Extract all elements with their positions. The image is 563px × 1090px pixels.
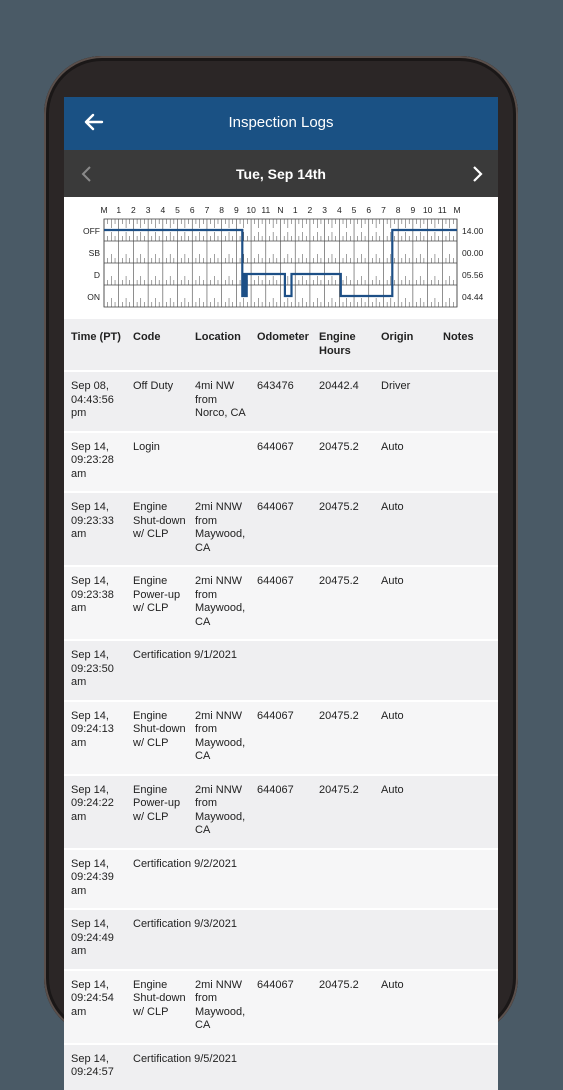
cell-location: 2mi NNW from Maywood, CA xyxy=(195,978,246,1031)
table-row[interactable] xyxy=(64,492,498,566)
hour-label: 5 xyxy=(351,205,357,215)
cell-notes xyxy=(436,775,498,849)
duty-graph-svg xyxy=(64,197,498,319)
chevron-right-icon[interactable] xyxy=(470,164,484,184)
cell-notes xyxy=(436,566,498,640)
table-row[interactable] xyxy=(64,432,498,493)
hour-label: M xyxy=(453,205,461,215)
duty-status-graph xyxy=(64,197,498,319)
table-row[interactable] xyxy=(64,566,498,640)
cell-code: Certification 9/3/2021 xyxy=(133,918,237,930)
hour-label: 6 xyxy=(366,205,372,215)
hour-label: 10 xyxy=(422,205,433,215)
cell-time: Sep 14, 09:23:38 am xyxy=(71,575,114,614)
cell-code: Certification 9/5/2021 xyxy=(133,1052,237,1065)
hour-label: 3 xyxy=(322,205,327,215)
table-header-row xyxy=(64,319,498,371)
log-table xyxy=(64,319,498,1090)
status-label: SB xyxy=(88,248,100,258)
cell-code: Certification 9/2/2021 xyxy=(133,857,237,870)
current-date: Tue, Sep 14th xyxy=(236,166,326,182)
table-row[interactable] xyxy=(64,849,498,910)
hour-label: 4 xyxy=(336,205,342,215)
cell-notes xyxy=(436,970,498,1044)
cell-engine-hours: 20475.2 xyxy=(319,575,359,587)
cell-engine-hours: 20475.2 xyxy=(319,783,359,796)
hour-label: 1 xyxy=(116,205,122,215)
cell-location: 2mi NNW from Maywood, CA xyxy=(195,783,246,836)
cell-origin: Auto xyxy=(381,501,404,513)
hour-label: 7 xyxy=(204,205,210,215)
status-total: 00.00 xyxy=(462,248,484,258)
cell-code: Certification 9/1/2021 xyxy=(133,649,237,661)
hour-label: 8 xyxy=(219,205,225,215)
table-row[interactable] xyxy=(64,970,498,1044)
cell-time: Sep 14, 09:23:50 am xyxy=(71,649,114,688)
status-total: 14.00 xyxy=(462,226,484,236)
status-total: 04.44 xyxy=(462,292,484,302)
cell-odometer: 644067 xyxy=(257,783,294,796)
cell-time: Sep 14, 09:23:33 am xyxy=(71,501,114,540)
hour-label: 2 xyxy=(131,205,136,215)
cell-notes xyxy=(436,432,498,493)
cell-notes xyxy=(436,492,498,566)
hour-label: 2 xyxy=(307,205,313,215)
cell-notes xyxy=(436,371,498,432)
hour-label: 7 xyxy=(381,205,386,215)
hour-label: 4 xyxy=(160,205,166,215)
status-label: ON xyxy=(87,292,100,302)
hour-label: 3 xyxy=(145,205,151,215)
table-row[interactable] xyxy=(64,640,498,701)
cell-code: Engine Power-up w/ CLP xyxy=(133,783,181,823)
status-label: D xyxy=(93,270,100,280)
cell-engine-hours: 20475.2 xyxy=(319,501,359,513)
cell-code: Off Duty xyxy=(133,380,174,392)
header-odometer: Odometer xyxy=(257,331,309,343)
header-notes: Notes xyxy=(443,331,474,343)
hour-label: 5 xyxy=(175,205,180,215)
hour-label: 1 xyxy=(292,205,298,215)
table-row[interactable] xyxy=(64,775,498,849)
cell-origin: Auto xyxy=(381,978,404,991)
hour-label: 11 xyxy=(261,205,271,215)
cell-time: Sep 14, 09:24:39 am xyxy=(71,857,114,897)
cell-origin: Auto xyxy=(381,575,404,587)
cell-origin: Auto xyxy=(381,709,404,722)
cell-origin: Auto xyxy=(381,440,404,453)
table-row[interactable] xyxy=(64,1044,498,1090)
cell-odometer: 644067 xyxy=(257,501,294,513)
date-navigator xyxy=(64,150,498,197)
header-origin: Origin xyxy=(381,331,414,343)
cell-code: Login xyxy=(133,440,160,453)
status-total: 05.56 xyxy=(462,270,484,280)
cell-engine-hours: 20442.4 xyxy=(319,380,359,392)
cell-engine-hours: 20475.2 xyxy=(319,709,359,722)
hour-label: M xyxy=(100,205,108,215)
cell-notes xyxy=(436,701,498,775)
cell-time: Sep 14, 09:24:13 am xyxy=(71,709,114,749)
page-title: Inspection Logs xyxy=(228,114,334,131)
table-row[interactable] xyxy=(64,701,498,775)
cell-location: 2mi NNW from Maywood, CA xyxy=(195,501,246,554)
cell-location: 2mi NNW from Maywood, CA xyxy=(195,709,246,762)
header-location: Location xyxy=(195,331,241,343)
cell-engine-hours: 20475.2 xyxy=(319,440,359,453)
app-bar xyxy=(64,97,498,150)
app-screen xyxy=(64,97,498,1078)
hour-label: 8 xyxy=(395,205,401,215)
cell-code: Engine Shut-down w/ CLP xyxy=(133,709,186,749)
header-time: Time (PT) xyxy=(71,331,121,343)
cell-location: 2mi NNW from Maywood, CA xyxy=(195,575,246,628)
cell-location: 4mi NW from Norco, CA xyxy=(195,380,246,419)
log-table-container xyxy=(64,319,498,1090)
hour-label: N xyxy=(277,205,284,215)
cell-engine-hours: 20475.2 xyxy=(319,978,359,991)
cell-code: Engine Power-up w/ CLP xyxy=(133,575,181,614)
cell-time: Sep 14, 09:23:28 am xyxy=(71,440,114,480)
cell-code: Engine Shut-down w/ CLP xyxy=(133,978,186,1018)
table-row[interactable] xyxy=(64,371,498,432)
hour-label: 6 xyxy=(189,205,195,215)
cell-time: Sep 14, 09:24:57 xyxy=(71,1052,114,1078)
status-label: OFF xyxy=(83,226,100,236)
cell-origin: Auto xyxy=(381,783,404,796)
cell-time: Sep 08, 04:43:56 pm xyxy=(71,380,114,419)
table-row[interactable] xyxy=(64,909,498,970)
hour-label: 9 xyxy=(234,205,239,215)
cell-code: Engine Shut-down w/ CLP xyxy=(133,501,186,540)
cell-odometer: 644067 xyxy=(257,575,294,587)
cell-time: Sep 14, 09:24:49 am xyxy=(71,918,114,957)
hour-label: 9 xyxy=(410,205,416,215)
cell-odometer: 643476 xyxy=(257,380,294,392)
cell-origin: Driver xyxy=(381,380,411,392)
cell-location xyxy=(188,432,250,493)
hour-label: 10 xyxy=(246,205,256,215)
cell-odometer: 644067 xyxy=(257,978,294,991)
header-engine-hours: Engine Hours xyxy=(319,331,356,357)
header-code: Code xyxy=(133,331,161,343)
cell-odometer: 644067 xyxy=(257,709,294,722)
hour-label: 11 xyxy=(437,205,447,215)
cell-time: Sep 14, 09:24:54 am xyxy=(71,978,114,1018)
cell-time: Sep 14, 09:24:22 am xyxy=(71,783,114,823)
cell-odometer: 644067 xyxy=(257,440,294,453)
